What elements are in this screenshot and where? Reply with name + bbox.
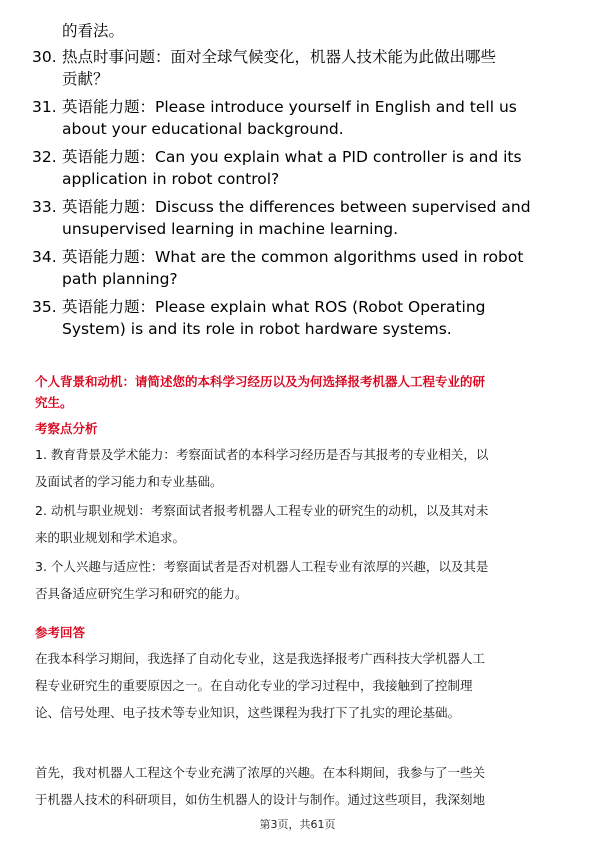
answer-heading: 参考回答: [35, 625, 86, 640]
question-number: 30.: [32, 48, 57, 66]
analysis-point-1: [35, 441, 560, 495]
question-text-line: System) is and its role in robot hardware systems.: [62, 320, 452, 338]
question-item-30: [32, 46, 562, 90]
question-number: 35.: [32, 298, 57, 316]
answer-paragraph-1: [35, 645, 560, 726]
answer-line: 程专业研究生的重要原因之一。在自动化专业的学习过程中，我接触到了控制理: [35, 678, 473, 693]
question-text-line: 热点时事问题：面对全球气候变化，机器人技术能为此做出哪些: [62, 48, 497, 66]
answer-line: 首先，我对机器人工程这个专业充满了浓厚的兴趣。在本科期间，我参与了一些关: [35, 765, 486, 780]
question-item-34: [32, 246, 562, 290]
question-list: [32, 20, 562, 346]
analysis-line: 3. 个人兴趣与适应性：考察面试者是否对机器人工程专业有浓厚的兴趣，以及其是: [35, 559, 489, 574]
section-title: [35, 371, 560, 413]
analysis-point-3: [35, 553, 560, 607]
question-text-line: 英语能力题：Can you explain what a PID controller is and its: [62, 148, 522, 166]
question-number: 31.: [32, 98, 57, 116]
answer-line: 论、信号处理、电子技术等专业知识，这些课程为我打下了扎实的理论基础。: [35, 705, 461, 720]
analysis-line: 2. 动机与职业规划：考察面试者报考机器人工程专业的研究生的动机，以及其对未: [35, 503, 489, 518]
section-title-line: 个人背景和动机：请简述您的本科学习经历以及为何选择报考机器人工程专业的研: [35, 374, 486, 389]
question-text-line: about your educational background.: [62, 120, 344, 138]
question-text-line: 英语能力题：Please explain what ROS (Robot Operating: [62, 298, 486, 316]
question-number: 33.: [32, 198, 57, 216]
analysis-line: 1. 教育背景及学术能力：考察面试者的本科学习经历是否与其报考的专业相关，以: [35, 447, 489, 462]
question-text-line: path planning?: [62, 270, 178, 288]
page-number: 第3页，共61页: [259, 818, 336, 831]
analysis-line: 否具备适应研究生学习和研究的能力。: [35, 586, 248, 601]
analysis-heading: 考察点分析: [35, 421, 98, 436]
analysis-line: 及面试者的学习能力和专业基础。: [35, 474, 223, 489]
question-number: 32.: [32, 148, 57, 166]
question-item-32: [32, 146, 562, 190]
section-title-line: 究生。: [35, 395, 73, 410]
answer-line: 在我本科学习期间，我选择了自动化专业，这是我选择报考广西科技大学机器人工: [35, 651, 486, 666]
question-text-line: 贡献？: [62, 70, 109, 88]
analysis-line: 来的职业规划和学术追求。: [35, 530, 186, 545]
question-text-line: application in robot control?: [62, 170, 280, 188]
question-item-31: [32, 96, 562, 140]
page-footer: [0, 816, 595, 832]
analysis-point-2: [35, 497, 560, 551]
question-text-line: unsupervised learning in machine learning.: [62, 220, 399, 238]
question-text-line: 英语能力题：What are the common algorithms used in robot: [62, 248, 524, 266]
question-text-line: 英语能力题：Please introduce yourself in English and tell us: [62, 98, 517, 116]
question-text-line: 英语能力题：Discuss the differences between supervised and: [62, 198, 531, 216]
question-item-33: [32, 196, 562, 240]
answer-paragraph-2: [35, 759, 560, 813]
question-item-35: [32, 296, 562, 340]
answer-line: 于机器人技术的科研项目，如仿生机器人的设计与制作。通过这些项目，我深刻地: [35, 792, 486, 807]
question-continuation: 的看法。: [62, 22, 125, 40]
question-number: 34.: [32, 248, 57, 266]
